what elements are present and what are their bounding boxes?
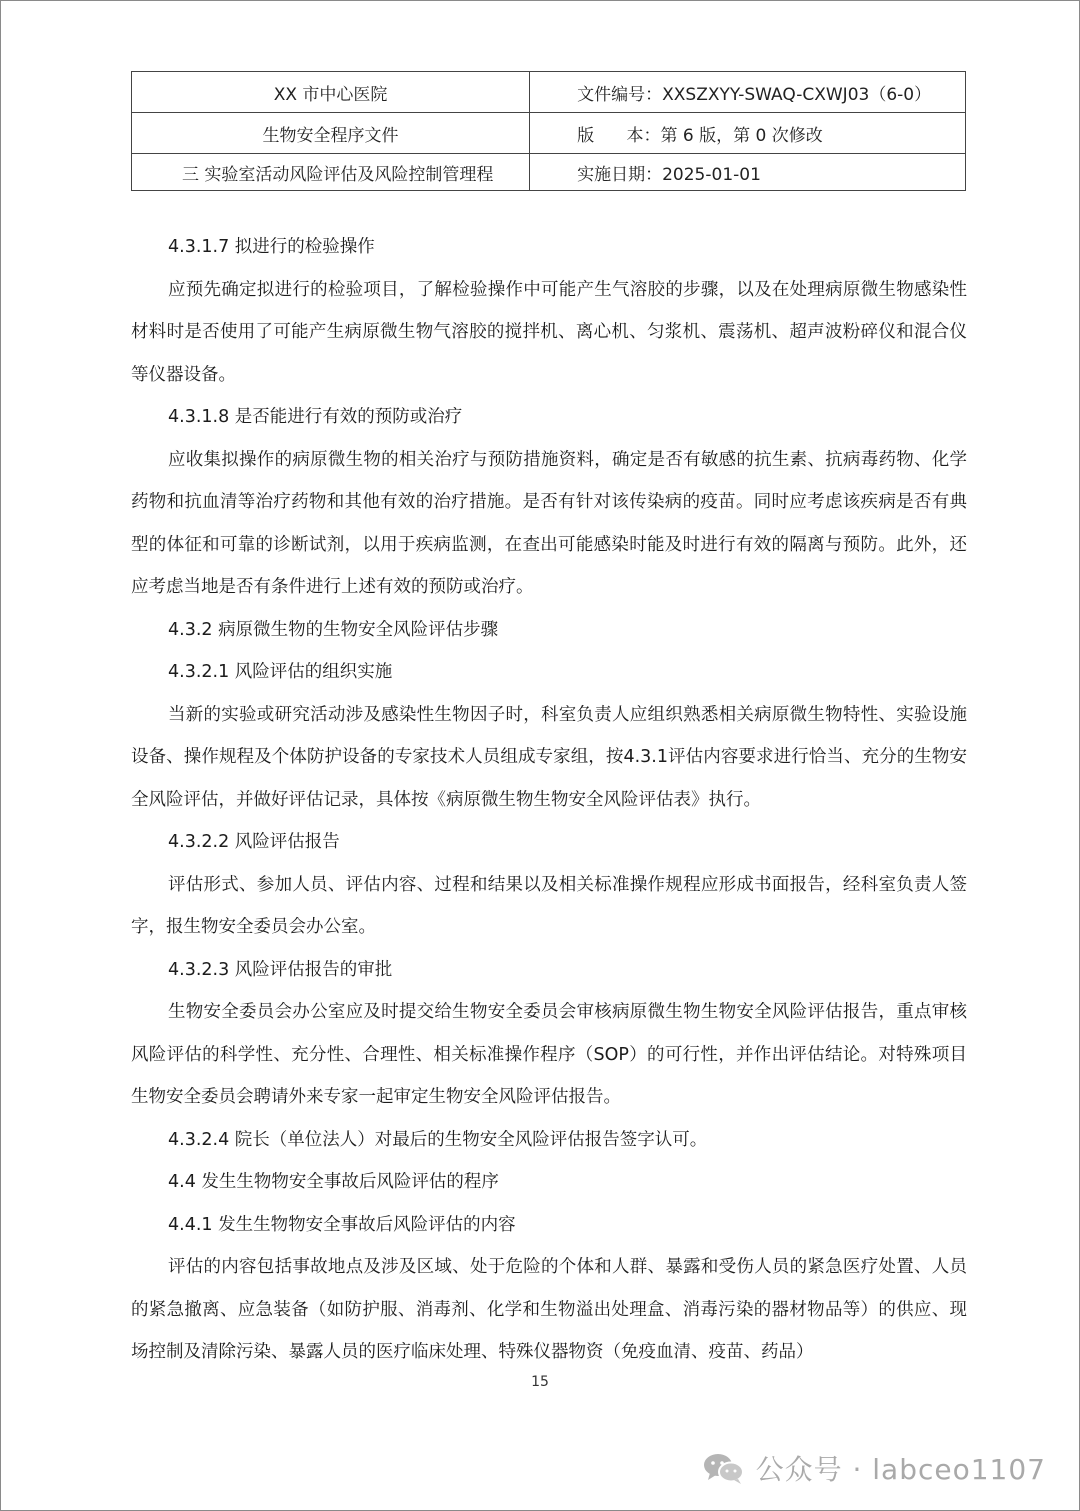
- hospital-name: XX 市中心医院: [132, 72, 530, 113]
- section-heading: 4.3.2.1 风险评估的组织实施: [168, 662, 393, 682]
- section-heading: 4.3.2.2 风险评估报告: [168, 832, 340, 852]
- file-number: 文件编号：XXSZXYY-SWAQ-CXWJ03（6-0）: [530, 72, 966, 113]
- paragraph: 应预先确定拟进行的检验项目，了解检验操作中可能产生气溶胶的步骤，以及在处理病原微生物感染性材料时是否使用了可能产生病原微生物气溶胶的搅拌机、离心机、匀浆机、震荡机、超声波粉碎仪和混合仪等仪器设备。: [131, 279, 967, 385]
- version-info: 版 本：第 6 版，第 0 次修改: [530, 113, 966, 154]
- paragraph: 应收集拟操作的病原微生物的相关治疗与预防措施资料，确定是否有敏感的抗生素、抗病毒药物、化学药物和抗血清等治疗药物和其他有效的治疗措施。是否有针对该传染病的疫苗。同时应考虑该疾病是否有典型的体征和可靠的诊断试剂，以用于疾病监测，在查出可能感染时能及时进行有效的隔离与预防。此外，还应考虑当地是否有条件进行上述有效的预防或治疗。: [131, 449, 967, 597]
- section-heading: 4.3.1.8 是否能进行有效的预防或治疗: [168, 407, 463, 427]
- paragraph: 评估形式、参加人员、评估内容、过程和结果以及相关标准操作规程应形成书面报告，经科室负责人签字，报生物安全委员会办公室。: [131, 874, 967, 937]
- effective-date: 实施日期：2025-01-01: [530, 154, 966, 191]
- section-heading: 4.4 发生生物物安全事故后风险评估的程序: [168, 1172, 499, 1192]
- paragraph: 生物安全委员会办公室应及时提交给生物安全委员会审核病原微生物生物安全风险评估报告，重点审核风险评估的科学性、充分性、合理性、相关标准操作程序（SOP）的可行性，并作出评估结论。对特殊项目生物安全委员会聘请外来专家一起审定生物安全风险评估报告。: [131, 1002, 967, 1107]
- section-heading: 4.3.2.3 风险评估报告的审批: [168, 959, 393, 980]
- wechat-icon: [702, 1450, 746, 1486]
- paragraph: 评估的内容包括事故地点及涉及区域、处于危险的个体和人群、暴露和受伤人员的紧急医疗处置、人员的紧急撤离、应急装备（如防护服、消毒剂、化学和生物溢出处理盒、消毒污染的器材物品等）的供应、现场控制及清除污染、暴露人员的医疗临床处理、特殊仪器物资（免疫血清、疫苗、药品）: [131, 1257, 967, 1362]
- section-heading: 4.4.1 发生生物物安全事故后风险评估的内容: [168, 1214, 516, 1235]
- procedure-title: 三 实验室活动风险评估及风险控制管理程: [132, 154, 530, 191]
- document-body: [131, 226, 967, 1374]
- paragraph: 当新的实验或研究活动涉及感染性生物因子时，科室负责人应组织熟悉相关病原微生物特性、实验设施设备、操作规程及个体防护设备的专家技术人员组成专家组，按4.3.1评估内容要求进行恰当、充分的生物安全风险评估，并做好评估记录，具体按《病原微生物生物安全风险评估表》执行。: [131, 704, 967, 810]
- watermark-text: 公众号 · labceo1107: [755, 1453, 1046, 1486]
- section-heading: 4.3.2.4 院长（单位法人）对最后的生物安全风险评估报告签字认可。: [168, 1129, 708, 1150]
- watermark: [702, 1448, 1046, 1488]
- section-heading: 4.3.2 病原微生物的生物安全风险评估步骤: [168, 619, 499, 640]
- document-type: 生物安全程序文件: [132, 113, 530, 154]
- section-heading: 4.3.1.7 拟进行的检验操作: [168, 237, 375, 257]
- page-number: 15: [531, 1374, 549, 1390]
- document-header-table: [131, 71, 966, 191]
